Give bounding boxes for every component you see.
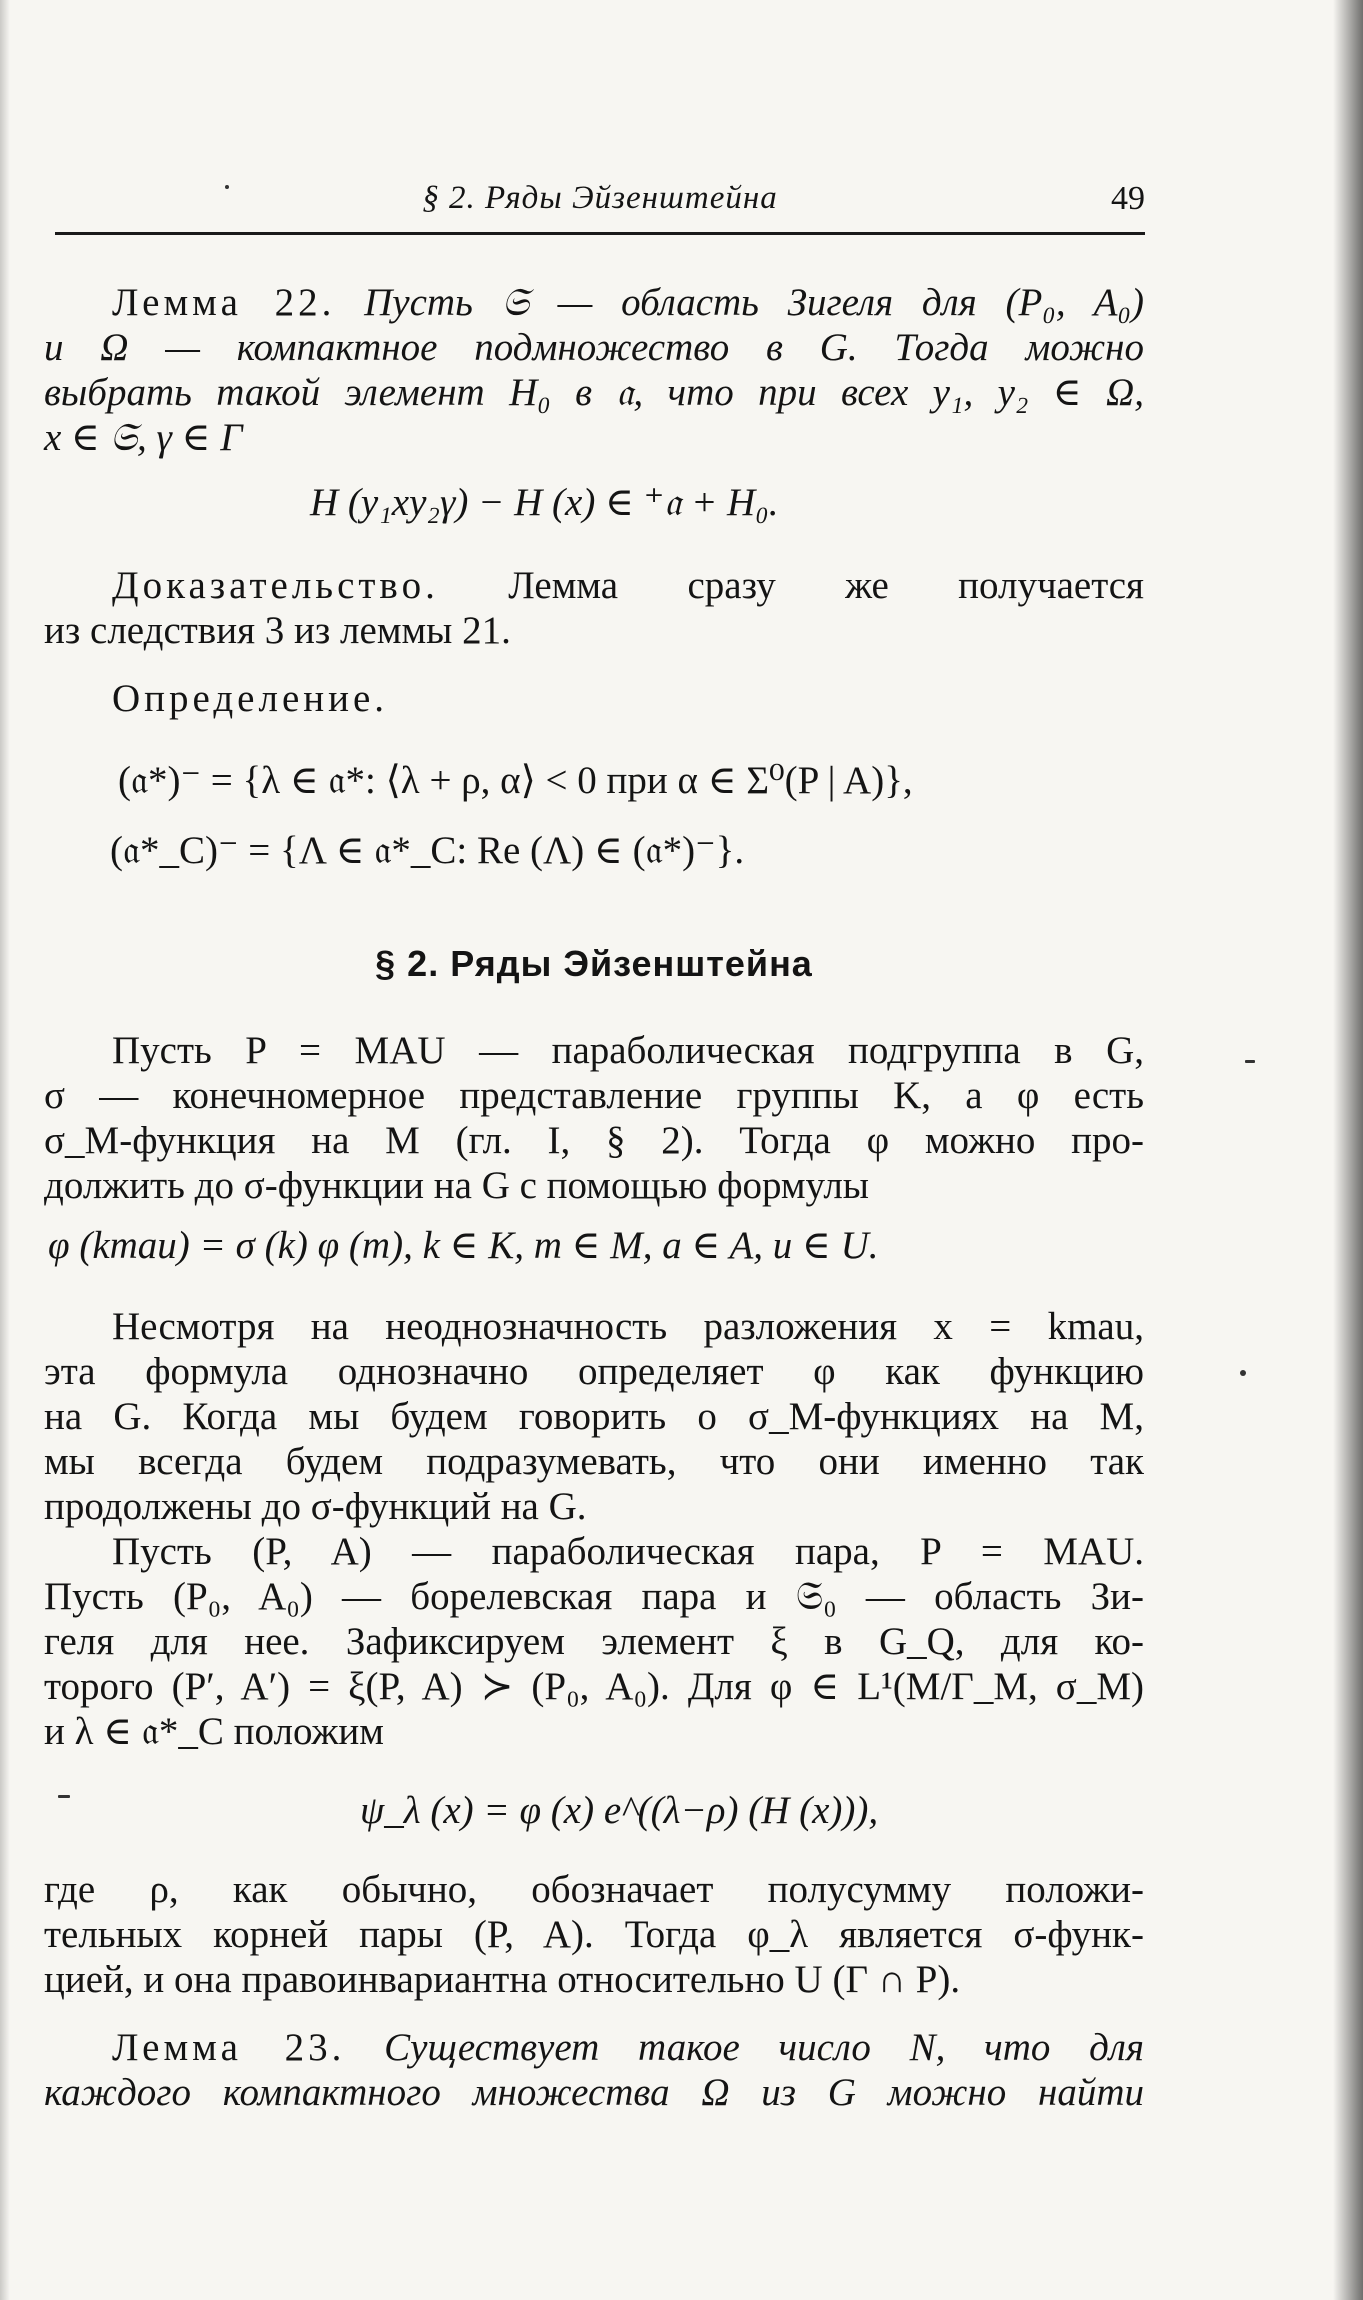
proof [44,563,1144,653]
paragraph-1-line-3: σ_M-функция на M (гл. I, § 2). Тогда φ можно про- [44,1119,1144,1162]
paragraph-1-line-2: σ — конечномерное представление группы K, а φ есть [44,1074,1144,1117]
definition-formula-1: (𝔞*)⁻ = {λ ∈ 𝔞*: ⟨λ + ρ, α⟩ < 0 при α ∈ Σ⁰(P | A)}, [118,759,913,802]
paragraph-2-line-1: Несмотря на неоднозначность разложения x = kmau, [112,1305,1144,1348]
lemma-22-formula: H (y₁xy₂γ) − H (x) ∈ ⁺𝔞 + H₀. [310,481,779,524]
paragraph-2 [44,1304,1144,1529]
paragraph-4-line-1: где ρ, как обычно, обозначает полусумму положи- [44,1868,1144,1911]
page-number: 49 [1111,180,1145,217]
lemma-22 [44,280,1144,460]
definition-label: Определение. [112,677,389,720]
paragraph-4-line-2: тельных корней пары (P, A). Тогда φ_λ является σ-функ- [44,1913,1144,1956]
paragraph-2-line-4: мы всегда будем подразумевать, что они именно так [44,1440,1144,1483]
print-speck [1245,1060,1255,1063]
paragraph-3-line-4: торого (P′, A′) = ξ(P, A) ≻ (P₀, A₀). Для φ ∈ L¹(M/Γ_M, σ_M) [44,1665,1144,1708]
header-rule [55,232,1145,235]
paragraph-2-line-2: эта формула однозначно определяет φ как функцию [44,1350,1144,1393]
paragraph-2-line-5: продолжены до σ-функций на G. [44,1485,587,1528]
paragraph-1-line-1: Пусть P = MAU — параболическая подгруппа в G, [112,1029,1144,1072]
proof-text: Лемма сразу же получается [508,564,1144,607]
paragraph-1-line-4: должить до σ-функции на G с помощью формулы [44,1164,869,1207]
running-title: § 2. Ряды Эйзенштейна [422,180,778,216]
running-header [55,180,1145,230]
lemma-22-line-2: и Ω — компактное подмножество в G. Тогда можно [44,326,1144,369]
lemma-23-line-1 [44,2025,1144,2070]
page-shadow-right [1333,0,1363,2300]
paragraph-3-line-2: Пусть (P₀, A₀) — борелевская пара и 𝔖₀ — область Зи- [44,1575,1144,1618]
lemma-22-line-4: x ∈ 𝔖, γ ∈ Γ [44,416,243,459]
proof-line-2: из следствия 3 из леммы 21. [44,609,511,652]
paragraph-4 [44,1867,1144,2002]
paragraph-3-formula: ψ_λ (x) = φ (x) e^((λ−ρ) (H (x))), [360,1789,879,1832]
lemma-22-line-1 [44,280,1144,325]
proof-label: Доказательство. [112,564,439,607]
proof-line-1 [44,563,1144,608]
paragraph-1-formula: φ (kmau) = σ (k) φ (m), k ∈ K, m ∈ M, a ∈ A, u ∈ U. [48,1224,879,1267]
paragraph-4-line-3: цией, и она правоинвариантна относительно U (Γ ∩ P). [44,1958,961,2001]
lemma-23-text: Существует такое число N, что для [384,2026,1144,2069]
print-speck [58,1795,70,1798]
definition-formula-2: (𝔞*_C)⁻ = {Λ ∈ 𝔞*_C: Re (Λ) ∈ (𝔞*)⁻}. [110,829,745,872]
paragraph-2-line-3: на G. Когда мы будем говорить о σ_M-функциях на M, [44,1395,1144,1438]
lemma-23-line-2: каждого компактного множества Ω из G можно найти [44,2071,1144,2114]
lemma-22-text: Пусть 𝔖 — область Зигеля для (P₀, A₀) [364,281,1144,324]
print-speck [1240,1370,1246,1376]
section-title: § 2. Ряды Эйзенштейна [375,943,813,984]
paragraph-3-line-1: Пусть (P, A) — параболическая пара, P = MAU. [112,1530,1144,1573]
paragraph-3-line-3: геля для нее. Зафиксируем элемент ξ в G_Q, для ко- [44,1620,1144,1663]
page-shadow-left [0,0,10,2300]
paragraph-1 [44,1028,1144,1208]
definition [44,676,1144,721]
lemma-23 [44,2025,1144,2115]
paragraph-3 [44,1529,1144,1754]
lemma-22-label: Лемма 22. [112,281,336,324]
lemma-22-line-3: выбрать такой элемент H₀ в 𝔞, что при всех y₁, y₂ ∈ Ω, [44,371,1144,414]
paragraph-3-line-5: и λ ∈ 𝔞*_C положим [44,1710,384,1753]
lemma-23-label: Лемма 23. [112,2026,346,2069]
